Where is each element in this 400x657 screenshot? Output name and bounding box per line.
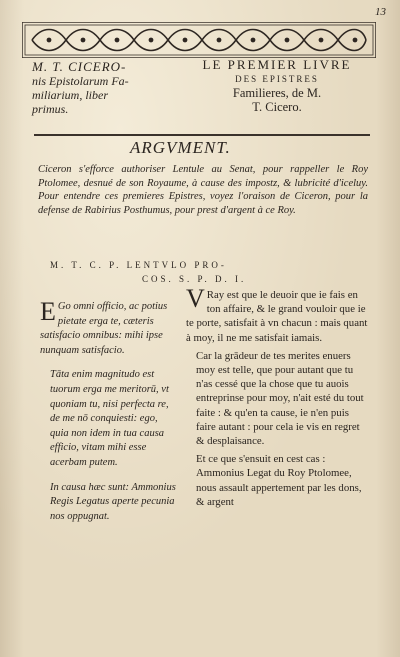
decorative-headpiece xyxy=(22,22,376,58)
salutation-line2: COS. S. P. D. I. xyxy=(142,274,247,284)
latin-paragraph-2: Tāta enim magnitudo est tuorum erga me meritorū, vt quoniam tu, nisi perfecta re, de me nō conquiesti: ego, quia non idem in tua causa efficio, vitam mihi esse acerbam putem. xyxy=(50,369,169,468)
french-heading-line4: T. Cicero. xyxy=(252,100,302,114)
latin-paragraph-3: In causa hæc sunt: Ammonius Regis Legatus aperte pecunia nos oppugnat. xyxy=(50,481,176,522)
latin-heading-line4: primus. xyxy=(32,102,69,116)
french-heading xyxy=(182,58,372,114)
latin-heading xyxy=(32,60,172,116)
french-paragraph-1 xyxy=(186,284,368,345)
letter-salutation xyxy=(50,258,370,286)
french-heading-line1: LE PREMIER LIVRE xyxy=(202,57,352,72)
latin-heading-line2: nis Epistolarum Fa- xyxy=(32,74,129,88)
french-drop-cap: V xyxy=(186,284,205,313)
french-paragraph-3: Et ce que s'ensuit en cest cas : Ammonius Legat du Roy Ptolomee, nous assault appertement par les dons, & argent xyxy=(196,453,362,508)
french-paragraph-2: Car la grādeur de tes merites enuers moy est telle, que pour autant que tu n'as cessé que la chose que tu auois entreprinse pour moy, n'ait esté du tout faite : & qu'en ta cause, ie n'en puis faire autant : pour cela ie vis en regret & desplaisance. xyxy=(196,349,364,448)
argument-text: Ciceron s'efforce authoriser Lentule au Senat, pour rappeller le Roy Ptolomee, desnué de son Royaume, à cause des impostz, & lubricité d'iceluy. Pour entendre ces premieres Epistres, voyez l'oraison de Ciceron, pour la defense de Rabirius Posthumus, pour prest d'argent à ce Roy. xyxy=(38,164,368,216)
argument-title: ARGVMENT. xyxy=(130,138,231,157)
french-paragraph-1-text: Ray est que le deuoir que ie fais en ton affaire, & le grand vouloir que ie te porte, satisfait à vn chacun : mais quant à moy, il ne me satisfait iamais. xyxy=(186,289,368,344)
latin-paragraph-1 xyxy=(40,297,178,358)
headpiece-ornament-icon xyxy=(22,22,376,58)
latin-heading-line3: miliarium, liber xyxy=(32,88,109,102)
page-number: 13 xyxy=(375,6,386,18)
latin-heading-line1: M. T. CICERO- xyxy=(32,59,127,74)
french-heading-line2: DES EPISTRES xyxy=(235,74,319,84)
latin-drop-cap: E xyxy=(40,297,56,326)
french-column xyxy=(186,284,368,513)
latin-paragraph-1-text: Go omni officio, ac potius pietate erga te, cæteris satisfacio omnibus: mihi ipse nunquam satisfacio. xyxy=(40,301,168,356)
salutation-line1: M. T. C. P. LENTVLO PRO- xyxy=(50,260,227,270)
latin-column xyxy=(40,297,178,534)
section-divider xyxy=(34,134,370,136)
french-heading-line3: Familieres, de M. xyxy=(232,86,322,100)
